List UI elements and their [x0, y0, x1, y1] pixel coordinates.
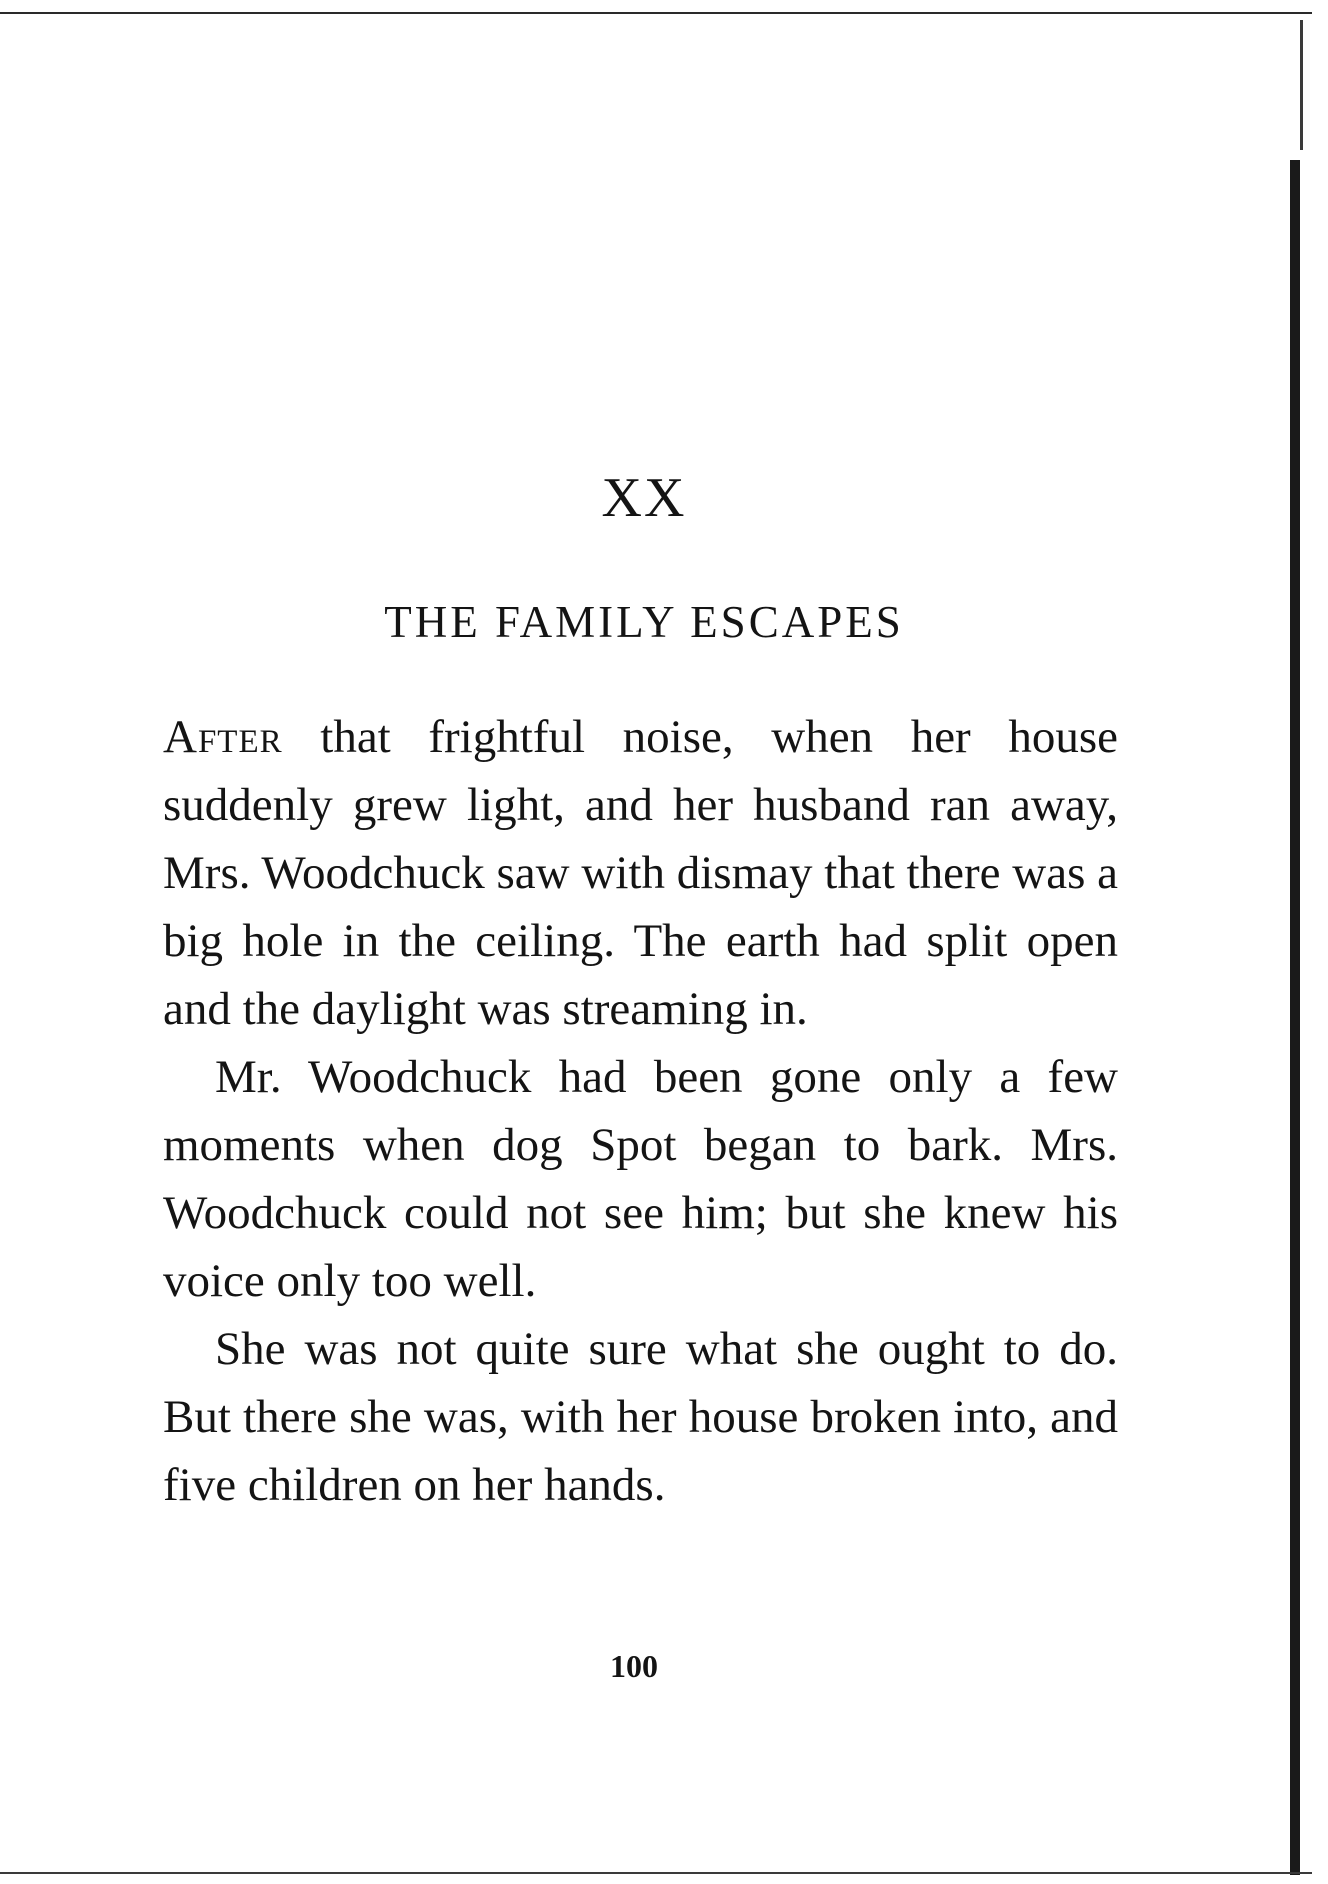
scan-edge-top [0, 12, 1312, 14]
chapter-number: XX [601, 467, 687, 529]
paragraph: Mr. Woodchuck had been gone only a few moments when dog Spot began to bark. Mrs. Woodchuck could not see him; but she knew his voice only too well. [163, 1051, 1118, 1307]
paragraph [163, 703, 1118, 1043]
scan-edge-bottom [0, 1872, 1312, 1874]
chapter-title: THE FAMILY ESCAPES [384, 597, 904, 647]
paragraph-text: that frightful noise, when her house suddenly grew light, and her husband ran away, Mrs. Woodchuck saw with dismay that there was a big hole in the ceiling. The earth had split open and the daylight was streaming in. [163, 711, 1118, 1035]
scan-edge-right [1290, 160, 1300, 1875]
chapter-body [163, 703, 1118, 1519]
paragraph: She was not quite sure what she ought to do. But there she was, with her house broken into, and five children on her hands. [163, 1323, 1118, 1511]
scan-edge-right-upper [1300, 20, 1303, 150]
paragraph-lead-word: After [163, 711, 283, 763]
page-number: 100 [610, 1648, 658, 1684]
